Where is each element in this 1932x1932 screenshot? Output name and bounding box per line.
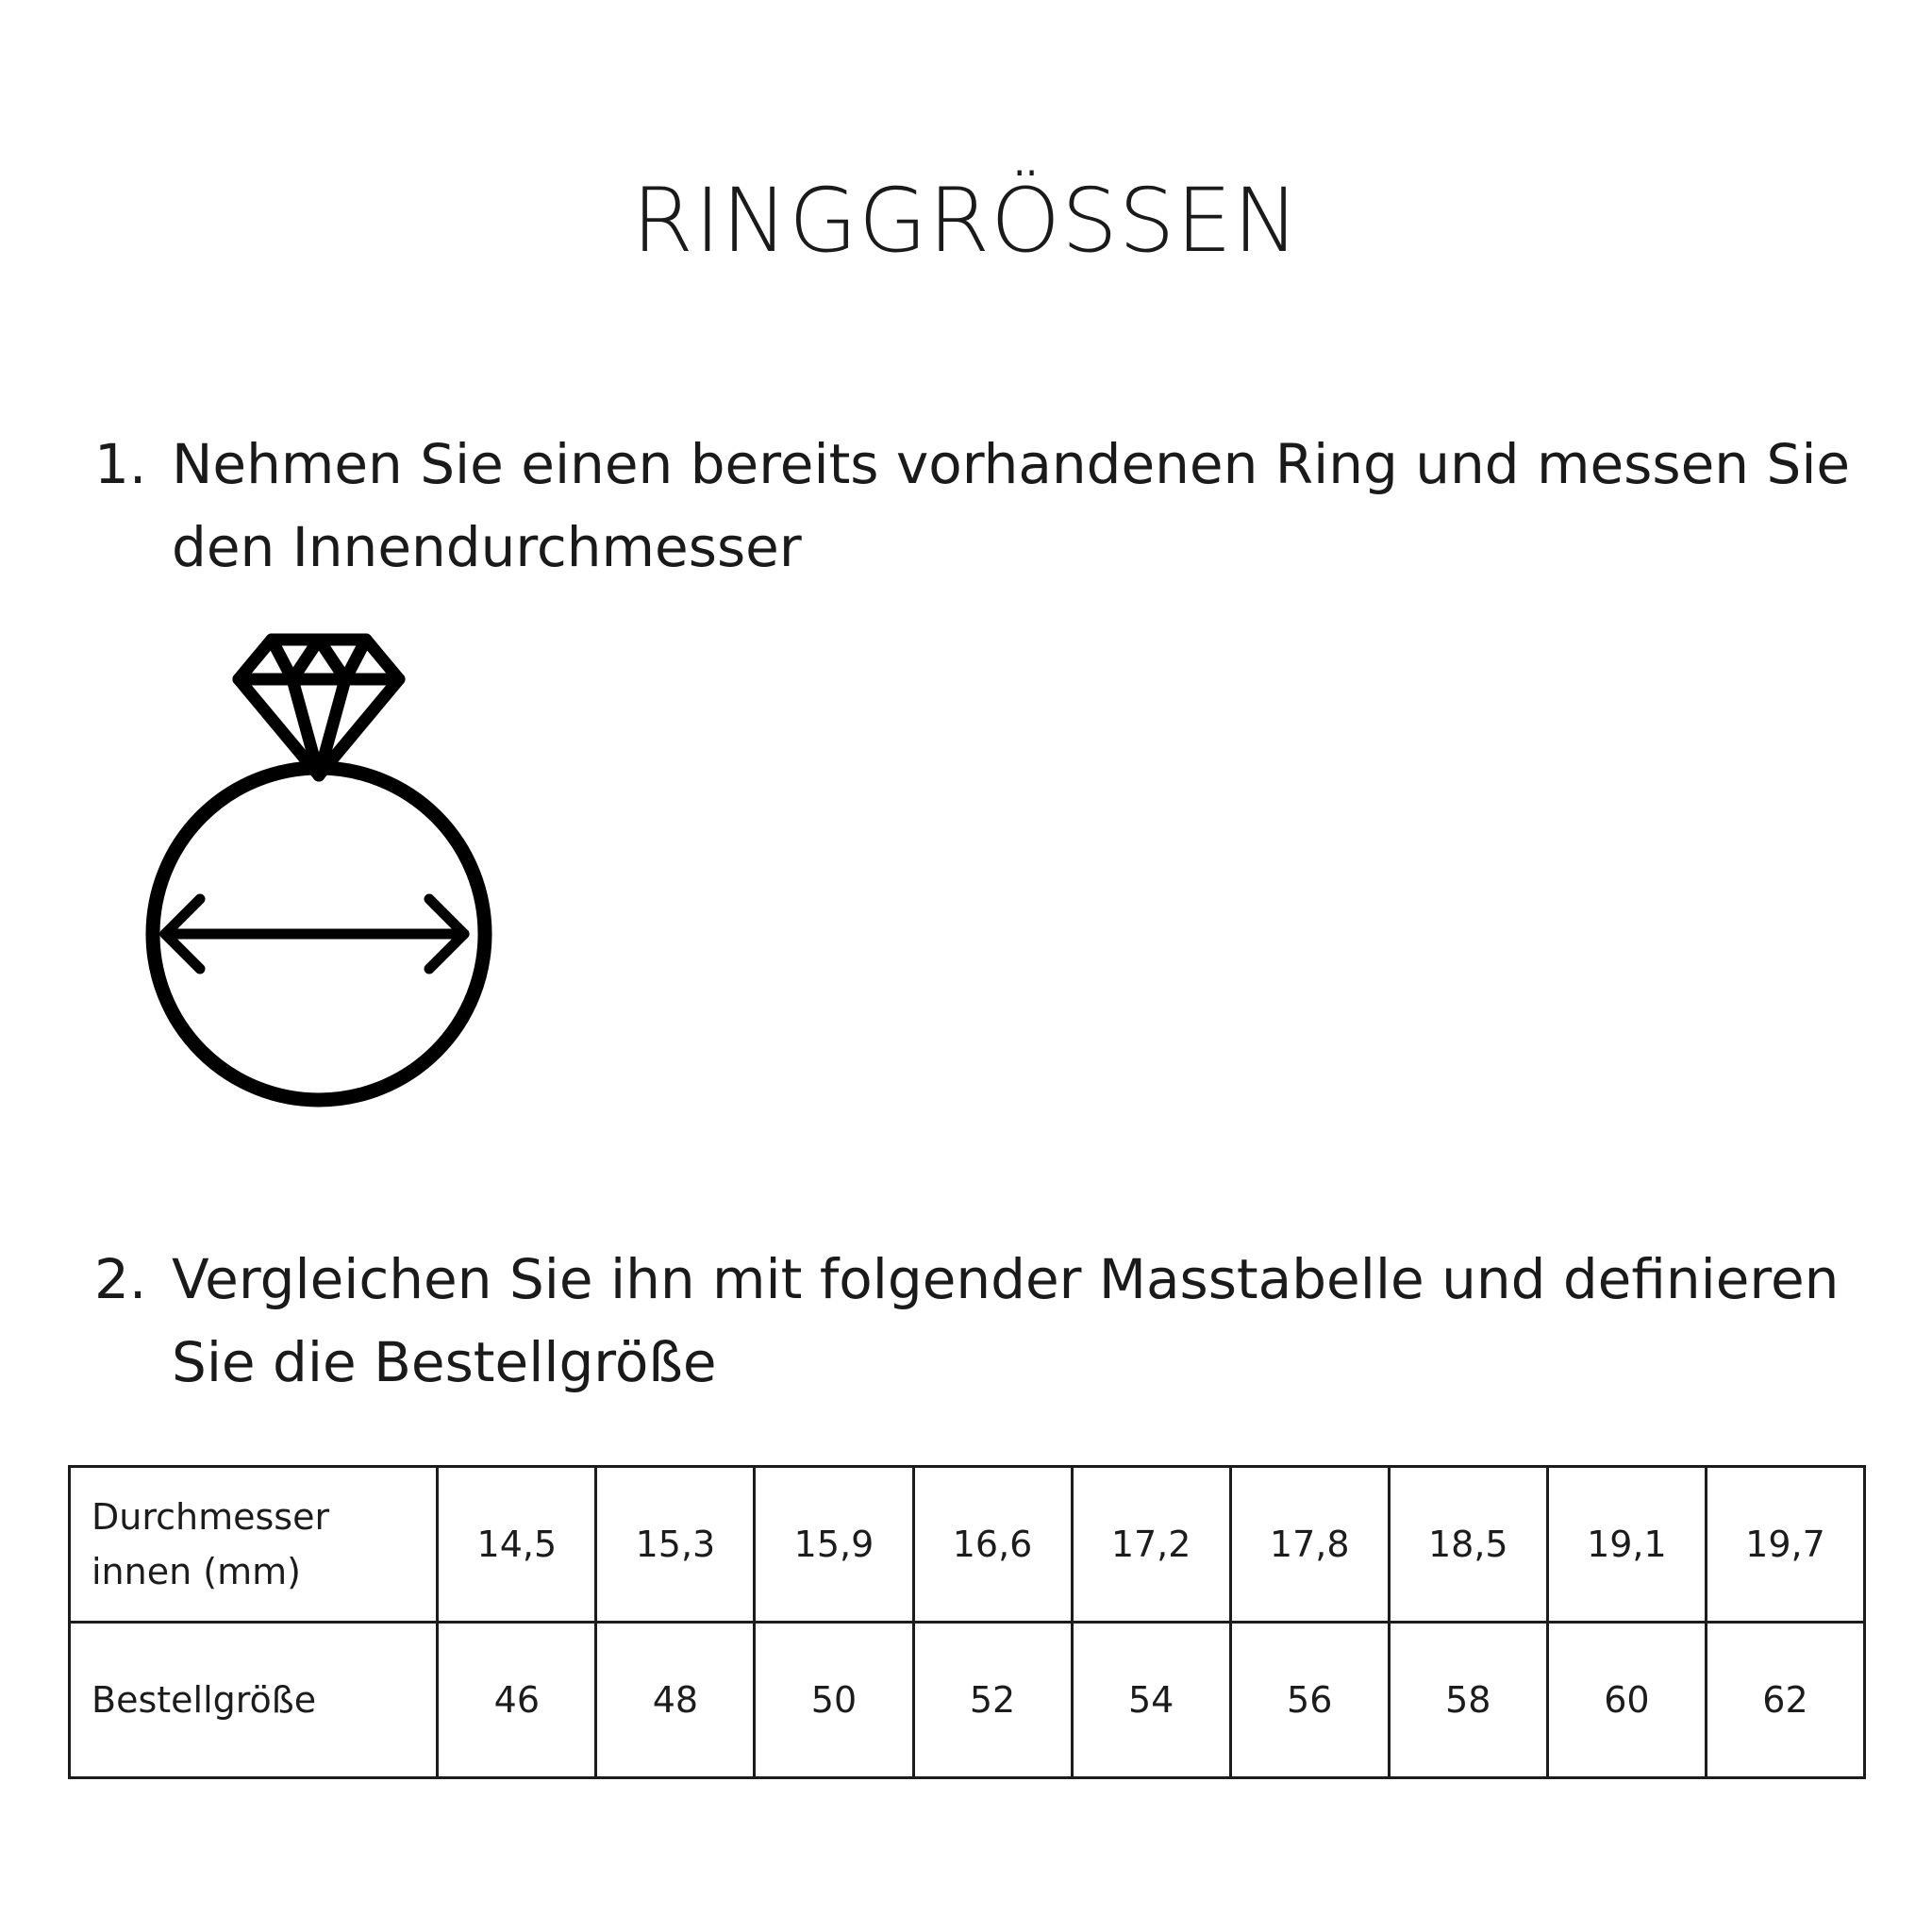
table-cell: 16,6 [913, 1467, 1072, 1623]
table-cell: 56 [1230, 1623, 1389, 1778]
table-cell: 62 [1706, 1623, 1864, 1778]
table-cell: 17,2 [1072, 1467, 1230, 1623]
table-cell: 54 [1072, 1623, 1230, 1778]
step-text: Vergleichen Sie ihn mit folgender Masstabelle und definieren Sie die Bestellgröße [172, 1247, 1840, 1394]
table-cell: 58 [1389, 1623, 1547, 1778]
step-number: 2. [94, 1247, 147, 1311]
instruction-step-2 [94, 1238, 1887, 1404]
table-cell: 14,5 [438, 1467, 596, 1623]
table-cell: 15,9 [755, 1467, 913, 1623]
table-cell: 17,8 [1230, 1467, 1389, 1623]
instruction-step-1 [94, 423, 1887, 589]
table-cell: 15,3 [596, 1467, 755, 1623]
table-cell: 48 [596, 1623, 755, 1778]
step-number: 1. [94, 432, 147, 496]
step-text: Nehmen Sie einen bereits vorhandenen Ring und messen Sie den Innendurchmesser [172, 432, 1851, 579]
row-header-order-size: Bestellgröße [70, 1623, 438, 1778]
table-cell: 18,5 [1389, 1467, 1547, 1623]
ring-size-table [68, 1465, 1866, 1779]
table-cell: 46 [438, 1623, 596, 1778]
table-row-order-size [70, 1623, 1865, 1778]
table-cell: 50 [755, 1623, 913, 1778]
row-header-diameter: Durchmesser innen (mm) [70, 1467, 438, 1623]
page-title: RINGGRÖSSEN [631, 170, 1301, 273]
table-row-diameter [70, 1467, 1865, 1623]
table-cell: 19,7 [1706, 1467, 1864, 1623]
table-cell: 52 [913, 1623, 1072, 1778]
table-cell: 19,1 [1547, 1467, 1706, 1623]
ring-diameter-icon [132, 623, 509, 1132]
table-cell: 60 [1547, 1623, 1706, 1778]
